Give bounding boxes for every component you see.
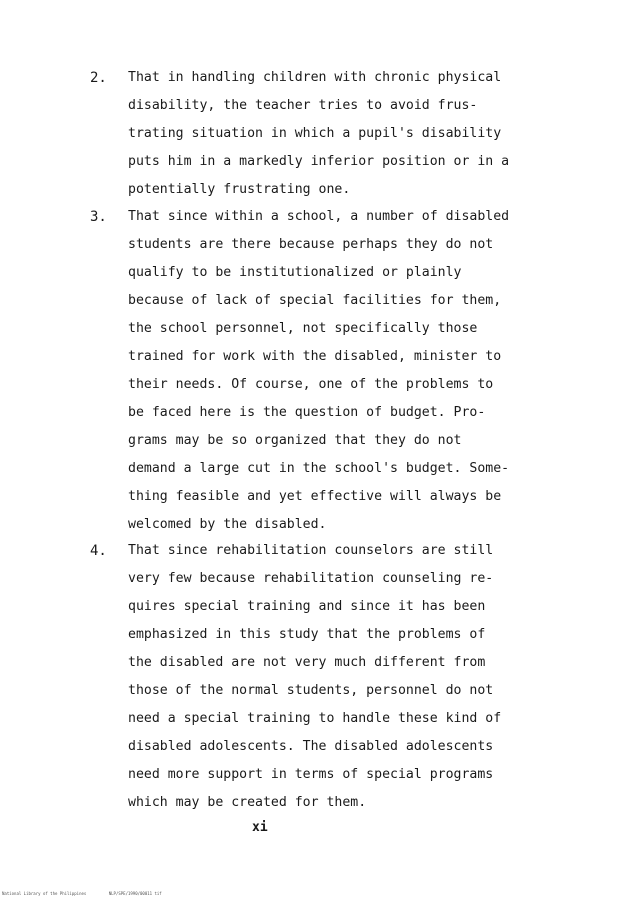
text-line: because of lack of special facilities for them, xyxy=(128,293,502,308)
text-line: which may be created for them. xyxy=(128,795,367,810)
text-line: disabled adolescents. The disabled adolescents xyxy=(128,739,494,754)
item-text xyxy=(128,203,550,539)
text-line: grams may be so organized that they do not xyxy=(128,433,462,448)
text-line: That in handling children with chronic physical xyxy=(128,70,502,85)
recommendation-item-3 xyxy=(90,203,550,539)
text-line: disability, the teacher tries to avoid frus- xyxy=(128,98,478,113)
text-line: emphasized in this study that the problems of xyxy=(128,627,486,642)
text-line: That since within a school, a number of disabled xyxy=(128,209,510,224)
text-line: qualify to be institutionalized or plainly xyxy=(128,265,462,280)
text-line: quires special training and since it has been xyxy=(128,599,486,614)
text-line: need a special training to handle these kind of xyxy=(128,711,502,726)
text-line: those of the normal students, personnel do not xyxy=(128,683,494,698)
recommendation-item-2 xyxy=(90,64,550,204)
text-line: the school personnel, not specifically those xyxy=(128,321,478,336)
text-line: demand a large cut in the school's budget. Some- xyxy=(128,461,510,476)
text-line: welcomed by the disabled. xyxy=(128,517,327,532)
item-number: 3. xyxy=(90,209,107,225)
page-number: xi xyxy=(252,820,268,835)
recommendation-item-4 xyxy=(90,537,550,817)
footer-file-id: NLP/SPE/1990/00011 tif xyxy=(108,891,162,896)
scan-footer xyxy=(2,891,182,896)
text-line: That since rehabilitation counselors are still xyxy=(128,543,494,558)
text-line: potentially frustrating one. xyxy=(128,182,351,197)
item-text xyxy=(128,537,550,817)
text-line: need more support in terms of special programs xyxy=(128,767,494,782)
footer-source: National Library of the Philippines xyxy=(2,891,87,896)
item-text xyxy=(128,64,550,204)
item-number: 2. xyxy=(90,70,107,86)
text-line: very few because rehabilitation counseling re- xyxy=(128,571,494,586)
text-line: trating situation in which a pupil's disability xyxy=(128,126,502,141)
text-line: puts him in a markedly inferior position or in a xyxy=(128,154,510,169)
text-line: their needs. Of course, one of the problems to xyxy=(128,377,494,392)
text-line: thing feasible and yet effective will always be xyxy=(128,489,502,504)
item-number: 4. xyxy=(90,543,107,559)
text-line: the disabled are not very much different from xyxy=(128,655,486,670)
text-line: students are there because perhaps they do not xyxy=(128,237,494,252)
text-line: trained for work with the disabled, minister to xyxy=(128,349,502,364)
text-line: be faced here is the question of budget. Pro- xyxy=(128,405,486,420)
